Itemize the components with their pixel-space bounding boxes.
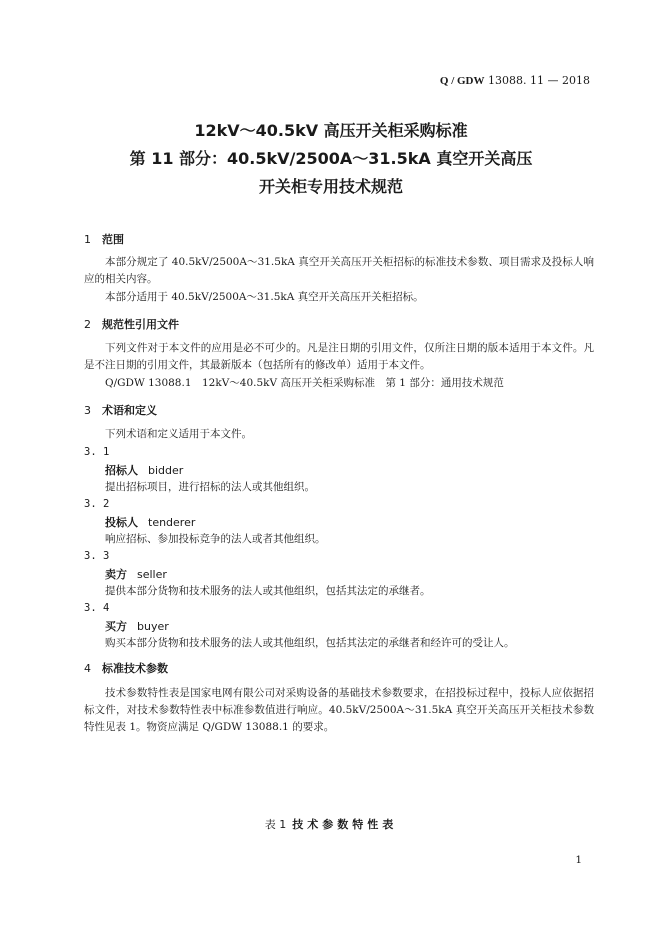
term-definition: 提供本部分货物和技术服务的法人或其他组织，包括其法定的承继者。 [105, 585, 431, 597]
table-label: 表 1 [264, 818, 287, 831]
section-2-para-1: 下列文件对于本文件的应用是必不可少的。凡是注日期的引用文件，仅所注日期的版本适用于本文件。凡是不注日期的引用文件，其最新版本（包括所有的修改单）适用于本文件。 [84, 342, 594, 371]
section-3-para-1: 下列术语和定义适用于本文件。 [105, 428, 252, 440]
section-number: 3 [84, 404, 91, 417]
term-cn: 招标人 [105, 464, 138, 477]
standard-code-number: 13088. 11 — 2018 [488, 74, 590, 87]
term-cn: 投标人 [105, 516, 138, 529]
section-number: 1 [84, 233, 91, 246]
term-en: seller [137, 568, 167, 581]
section-2-reference: Q/GDW 13088.1 12kV～40.5kV 高压开关柜采购标准 第 1 部分：通用技术规范 [105, 377, 504, 389]
term-number: 3. 2 [84, 498, 110, 510]
term-name [105, 462, 183, 478]
term-en: buyer [137, 620, 169, 633]
term-en: bidder [148, 464, 184, 477]
section-1-para-2: 本部分适用于 40.5kV/2500A～31.5kA 真空开关高压开关柜招标。 [105, 291, 424, 303]
section-title: 规范性引用文件 [102, 318, 179, 331]
term-definition: 购买本部分货物和技术服务的法人或其他组织，包括其法定的承继者和经许可的受让人。 [105, 637, 515, 649]
standard-code [440, 74, 590, 87]
section-title: 术语和定义 [102, 404, 157, 417]
term-cn: 卖方 [105, 568, 127, 581]
standard-code-prefix: Q / GDW [439, 75, 485, 87]
document-title-line-2: 第 11 部分：40.5kV/2500A～31.5kA 真空开关高压 [129, 149, 533, 168]
section-3-heading [84, 402, 157, 418]
page-number: 1 [575, 854, 582, 866]
term-definition: 响应招标、参加投标竞争的法人或者其他组织。 [105, 533, 326, 545]
term-name [105, 618, 169, 634]
section-2-heading [84, 316, 179, 332]
term-name [105, 566, 167, 582]
section-number: 4 [84, 662, 91, 675]
table-caption [0, 816, 662, 832]
table-title: 技术参数特性表 [292, 818, 398, 831]
section-title: 标准技术参数 [102, 662, 168, 675]
section-4-para-1: 技术参数特性表是国家电网有限公司对采购设备的基础技术参数要求，在招投标过程中，投标人应依据招标文件，对技术参数特性表中标准参数值进行响应。40.5kV/2500A～31.5kA 真空开关高压开关柜技术参数特性见表 1。物资应满足 Q/GDW 13088.1 的要求。 [84, 687, 594, 733]
term-en: tenderer [148, 516, 196, 529]
section-1-para-1: 本部分规定了 40.5kV/2500A～31.5kA 真空开关高压开关柜招标的标准技术参数、项目需求及投标人响应的相关内容。 [84, 256, 594, 285]
term-number: 3. 3 [84, 550, 110, 562]
document-title-line-3: 开关柜专用技术规范 [258, 177, 403, 196]
section-4-heading [84, 660, 168, 676]
term-definition: 提出招标项目，进行招标的法人或其他组织。 [105, 481, 315, 493]
term-number: 3. 4 [84, 602, 110, 614]
term-name [105, 514, 195, 530]
section-title: 范围 [102, 233, 124, 246]
term-number: 3. 1 [84, 446, 110, 458]
section-1-heading [84, 231, 124, 247]
term-cn: 买方 [105, 620, 127, 633]
document-title-line-1: 12kV～40.5kV 高压开关柜采购标准 [194, 121, 468, 140]
section-number: 2 [84, 318, 91, 331]
